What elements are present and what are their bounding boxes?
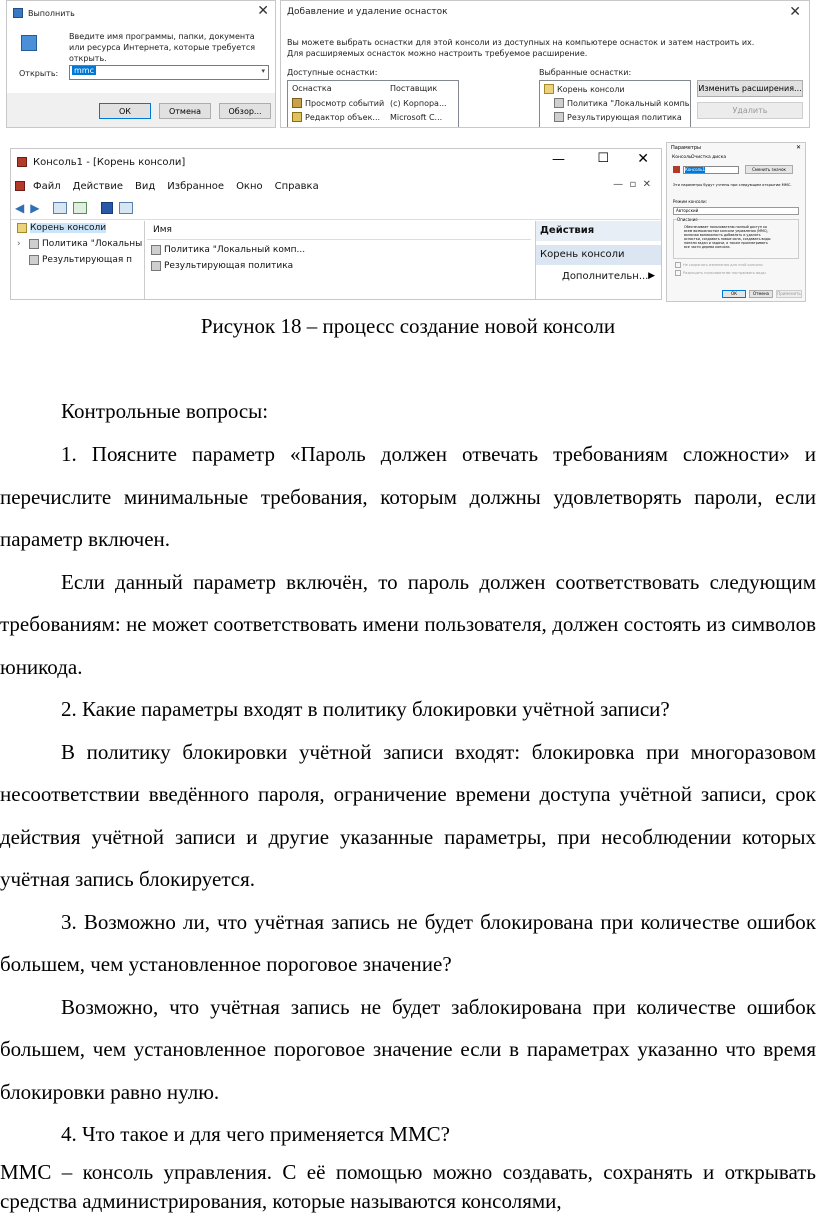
console-title: Консоль1 - [Корень консоли]: [33, 156, 186, 168]
params-dialog-screenshot: [666, 142, 806, 302]
policy-icon: [554, 98, 564, 108]
console-name-field[interactable]: [683, 166, 739, 174]
selected-snapin: Результирующая политика: [567, 112, 682, 122]
menu-help[interactable]: Справка: [274, 180, 319, 192]
remove-button[interactable]: Удалить: [697, 102, 803, 119]
description-text: Обеспечивает пользователю полный доступ ко всем возможностям консоли управления (MMC), включая возможность добавлять и удалять оснастки, создавать новые окна, создавать виды панели задач и задачи, а также просматривать все части дерева консоли.: [684, 225, 771, 249]
menu-action[interactable]: Действие: [72, 180, 123, 192]
run-dialog-titlebar: [7, 1, 275, 25]
actions-pane: [535, 221, 661, 299]
selected-snapin: Корень консоли: [557, 84, 625, 94]
checkbox-no-save-label: Не сохранять изменения для этой консоли: [683, 263, 763, 267]
selected-snapin: Политика "Локальный компь: [567, 98, 690, 108]
list-item[interactable]: [554, 112, 682, 122]
show-hide-tree-icon[interactable]: [53, 202, 67, 214]
back-icon[interactable]: ◀: [15, 201, 25, 215]
mode-select[interactable]: [673, 207, 799, 215]
question-1: 1. Поясните параметр «Пароль должен отвечать требованиям сложности» и перечислите минимальные требования, которым должны удовлетворять пароли, если параметр включен.: [0, 442, 816, 551]
tab-disk-cleanup[interactable]: Очистка диска: [691, 155, 727, 160]
snapin-dialog-screenshot: [280, 0, 810, 128]
checkbox-icon: [675, 262, 681, 268]
ok-button[interactable]: ОК: [722, 290, 746, 298]
selected-snapins-list[interactable]: [539, 80, 691, 128]
rsop-icon: [29, 255, 39, 265]
menu-bar: [11, 177, 661, 195]
run-big-icon: [21, 35, 37, 51]
tree-item-label: Политика "Локальны: [42, 239, 143, 249]
question-2: 2. Какие параметры входят в политику блокировки учётной записи?: [61, 697, 670, 721]
params-title: Параметры: [671, 145, 701, 151]
answer-3: Возможно, что учётная запись не будет заблокирована при количестве ошибок большем, чем установленное пороговое значение если в параметрах указанно что время блокировки равно нулю.: [0, 994, 816, 1104]
console-screenshot: [10, 148, 662, 300]
forward-icon[interactable]: ▶: [30, 201, 40, 215]
console-name-value: Консоль1: [685, 167, 706, 172]
results-pane: [147, 221, 531, 299]
list-item[interactable]: [151, 245, 305, 255]
snapin-vendor: (с) Корпора...: [390, 99, 447, 108]
change-icon-button[interactable]: Сменить значок: [745, 165, 793, 174]
chevron-right-icon[interactable]: ›: [17, 239, 21, 249]
run-icon: [13, 8, 23, 18]
list-item-label: Результирующая политика: [164, 261, 294, 271]
event-viewer-icon: [292, 98, 302, 108]
run-dialog-title: Выполнить: [28, 8, 75, 18]
answer-1: Если данный параметр включён, то пароль должен соответствовать следующим требованиям: не может соответствовать имени пользователя, должен состоять из символов юникода.: [0, 569, 816, 679]
open-label: Открыть:: [19, 69, 59, 78]
menu-window[interactable]: Окно: [236, 180, 263, 192]
menu-file[interactable]: Файл: [33, 180, 61, 192]
tree-item-root[interactable]: [17, 223, 106, 233]
apply-button[interactable]: Применить: [777, 291, 801, 296]
help-icon[interactable]: [101, 202, 113, 214]
cancel-button[interactable]: Отмена: [749, 290, 773, 298]
close-icon[interactable]: ✕: [637, 151, 649, 167]
close-icon[interactable]: ✕: [795, 144, 801, 151]
list-item[interactable]: [292, 98, 384, 108]
snapin-dialog-titlebar: [281, 1, 809, 23]
maximize-icon[interactable]: ☐: [597, 151, 609, 166]
checkbox-custom-views-label: Разрешить пользователю настраивать виды: [683, 271, 766, 275]
run-dialog-screenshot: [6, 0, 276, 128]
actions-more[interactable]: Дополнительн...: [562, 271, 649, 282]
close-icon[interactable]: ✕: [789, 4, 801, 20]
toolbar: [11, 197, 661, 220]
rsop-icon: [151, 261, 161, 271]
snapin-name: Просмотр событий: [305, 98, 385, 108]
console-menu-icon[interactable]: [15, 181, 25, 191]
browse-button[interactable]: Обзор...: [219, 103, 271, 119]
menu-favorites[interactable]: Избранное: [167, 180, 225, 192]
chevron-down-icon[interactable]: ▾: [261, 67, 265, 75]
folder-icon: [544, 84, 554, 94]
selected-label: Выбранные оснастки:: [539, 68, 632, 77]
chevron-right-icon[interactable]: ▶: [648, 271, 655, 281]
tree-item-local-policy[interactable]: [29, 239, 142, 249]
list-item[interactable]: [151, 261, 293, 271]
open-input-value: mmc: [74, 66, 94, 75]
answer-4: ММС – консоль управления. С её помощью можно создавать, сохранять и открывать средства администрирования, которые называются консолями,: [0, 1159, 816, 1213]
list-item-label: Политика "Локальный комп...: [164, 245, 306, 255]
question-4: 4. Что такое и для чего применяется ММС?: [61, 1122, 450, 1146]
snapin-description: Вы можете выбрать оснастки для этой консоли из доступных на компьютере оснасток и затем настроить их. Для расширяемых оснасток можно настроить требуемое расширение.: [287, 38, 755, 58]
tree-item-rsop[interactable]: [29, 255, 132, 265]
run-description: Введите имя программы, папки, документа или ресурса Интернета, которые требуется открыть.: [69, 32, 256, 63]
column-header-vendor[interactable]: Поставщик: [390, 84, 438, 93]
export-list-icon[interactable]: [73, 202, 87, 214]
child-window-controls[interactable]: — ▫ ✕: [613, 179, 651, 190]
mode-select-value: Авторский: [676, 208, 699, 213]
action-pane-icon[interactable]: [119, 202, 133, 214]
snapin-name: Редактор объек...: [305, 112, 381, 122]
figure-caption: Рисунок 18 – процесс создание новой консоли: [200, 314, 616, 338]
ok-button[interactable]: ОК: [99, 103, 151, 119]
actions-section-root[interactable]: Корень консоли: [536, 245, 661, 265]
console-icon: [673, 166, 680, 173]
column-header-snapin[interactable]: Оснастка: [292, 84, 332, 93]
object-editor-icon: [292, 112, 302, 122]
list-item[interactable]: [554, 98, 690, 108]
tree-item-label: Корень консоли: [30, 223, 107, 233]
actions-header: Действия: [536, 221, 661, 241]
description-group: [673, 219, 799, 259]
edit-extensions-button[interactable]: Изменить расширения...: [697, 80, 803, 97]
tree-pane: [11, 221, 145, 299]
available-snapins-list[interactable]: [287, 80, 459, 128]
console-icon: [17, 157, 27, 167]
rsop-icon: [554, 112, 564, 122]
checkbox-custom-views[interactable]: [675, 270, 766, 276]
tab-console[interactable]: Консоль: [672, 155, 692, 160]
policy-icon: [29, 239, 39, 249]
snapin-vendor: Microsoft C...: [390, 113, 443, 122]
policy-icon: [151, 245, 161, 255]
checkbox-icon: [675, 270, 681, 276]
tree-item-label: Результирующая п: [42, 255, 132, 265]
open-input[interactable]: [69, 65, 269, 80]
description-title: Описание: [677, 217, 698, 222]
snapin-dialog-title: Добавление и удаление оснасток: [287, 7, 448, 17]
checkbox-no-save[interactable]: [675, 262, 763, 268]
list-item[interactable]: [544, 84, 625, 94]
questions-heading-text: Контрольные вопросы:: [61, 399, 269, 423]
minimize-icon[interactable]: —: [552, 152, 565, 167]
mode-note: Эти параметры будут учтены при следующем открытии MMC.: [673, 183, 792, 187]
folder-icon: [17, 223, 27, 233]
document-body: [0, 433, 816, 1216]
answer-2: В политику блокировки учётной записи входят: блокировка при многоразовом несоответствии введённого пароля, ограничение времени доступа учётной записи, срок действия учётной записи и другие указанные параметры, при несоблюдении которых учётная запись блокируется.: [0, 739, 816, 891]
close-icon[interactable]: ✕: [257, 3, 269, 19]
column-header-name[interactable]: Имя: [147, 221, 531, 240]
list-item[interactable]: [292, 112, 380, 122]
mode-label: Режим консоли:: [673, 199, 707, 204]
menu-view[interactable]: Вид: [134, 180, 156, 192]
questions-heading: [0, 390, 816, 433]
question-3: 3. Возможно ли, что учётная запись не будет блокирована при количестве ошибок большем, чем установленное пороговое значение?: [0, 909, 816, 976]
cancel-button[interactable]: Отмена: [159, 103, 211, 119]
available-label: Доступные оснастки:: [287, 68, 378, 77]
